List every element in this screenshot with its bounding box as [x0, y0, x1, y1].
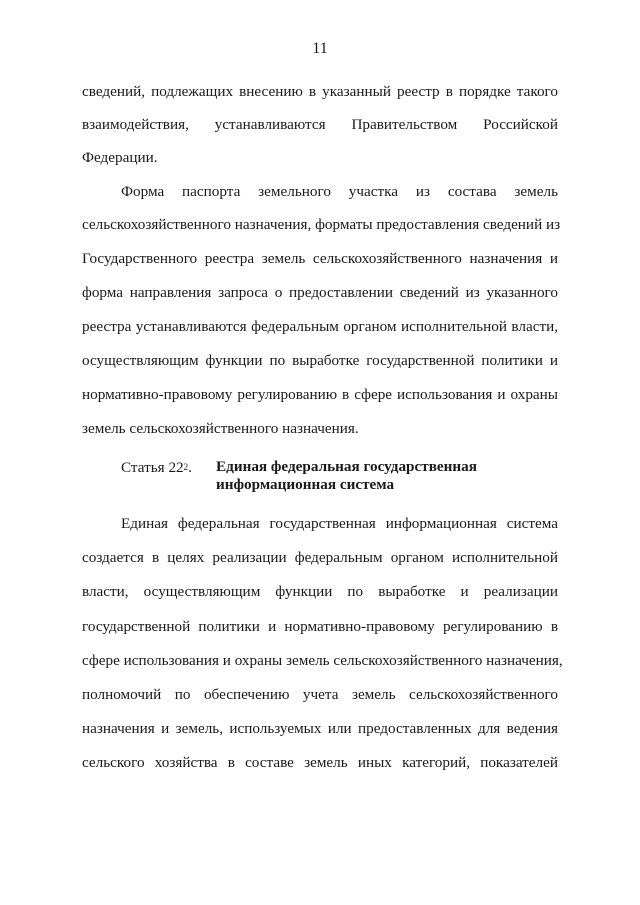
- paragraph-line: сельскохозяйственного назначения, форматы предоставления сведений из: [82, 216, 561, 233]
- paragraph-line: Федерации.: [82, 149, 158, 166]
- paragraph-line: власти, осуществляющим функции по выработке и реализации: [82, 583, 558, 600]
- paragraph-line: полномочий по обеспечению учета земель сельскохозяйственного: [82, 686, 558, 703]
- article-label-superscript: 2: [183, 462, 189, 472]
- page-number: 11: [312, 40, 328, 57]
- article-title-line: информационная система: [216, 476, 395, 493]
- paragraph-line: реестра устанавливаются федеральным органом исполнительной власти,: [82, 318, 558, 335]
- article-title-line: Единая федеральная государственная: [216, 458, 477, 475]
- paragraph-line: государственной политики и нормативно-правовому регулированию в: [82, 618, 558, 635]
- paragraph-line: сфере использования и охраны земель сельскохозяйственного назначения,: [82, 652, 563, 669]
- paragraph-line: назначения и земель, используемых или предоставленных для ведения: [82, 720, 558, 737]
- paragraph-line: сельского хозяйства в составе земель иных категорий, показателей: [82, 754, 558, 771]
- article-label: Статья $22^2$.: [121, 459, 192, 476]
- paragraph-line: осуществляющим функции по выработке государственной политики и: [82, 352, 558, 369]
- paragraph-line: взаимодействия, устанавливаются Правительством Российской: [82, 116, 558, 133]
- paragraph-line: сведений, подлежащих внесению в указанный реестр в порядке такого: [82, 83, 558, 100]
- paragraph-line: Государственного реестра земель сельскохозяйственного назначения и: [82, 250, 558, 267]
- article-title: [216, 458, 546, 494]
- paragraph-line: Форма паспорта земельного участка из состава земель: [121, 183, 558, 200]
- paragraph-line: форма направления запроса о предоставлении сведений из указанного: [82, 284, 558, 301]
- paragraph-line: создается в целях реализации федеральным органом исполнительной: [82, 549, 558, 566]
- paragraph-line: нормативно-правовому регулированию в сфере использования и охраны: [82, 386, 558, 403]
- paragraph-line: Единая федеральная государственная информационная система: [121, 515, 558, 532]
- paragraph-line: земель сельскохозяйственного назначения.: [82, 420, 359, 437]
